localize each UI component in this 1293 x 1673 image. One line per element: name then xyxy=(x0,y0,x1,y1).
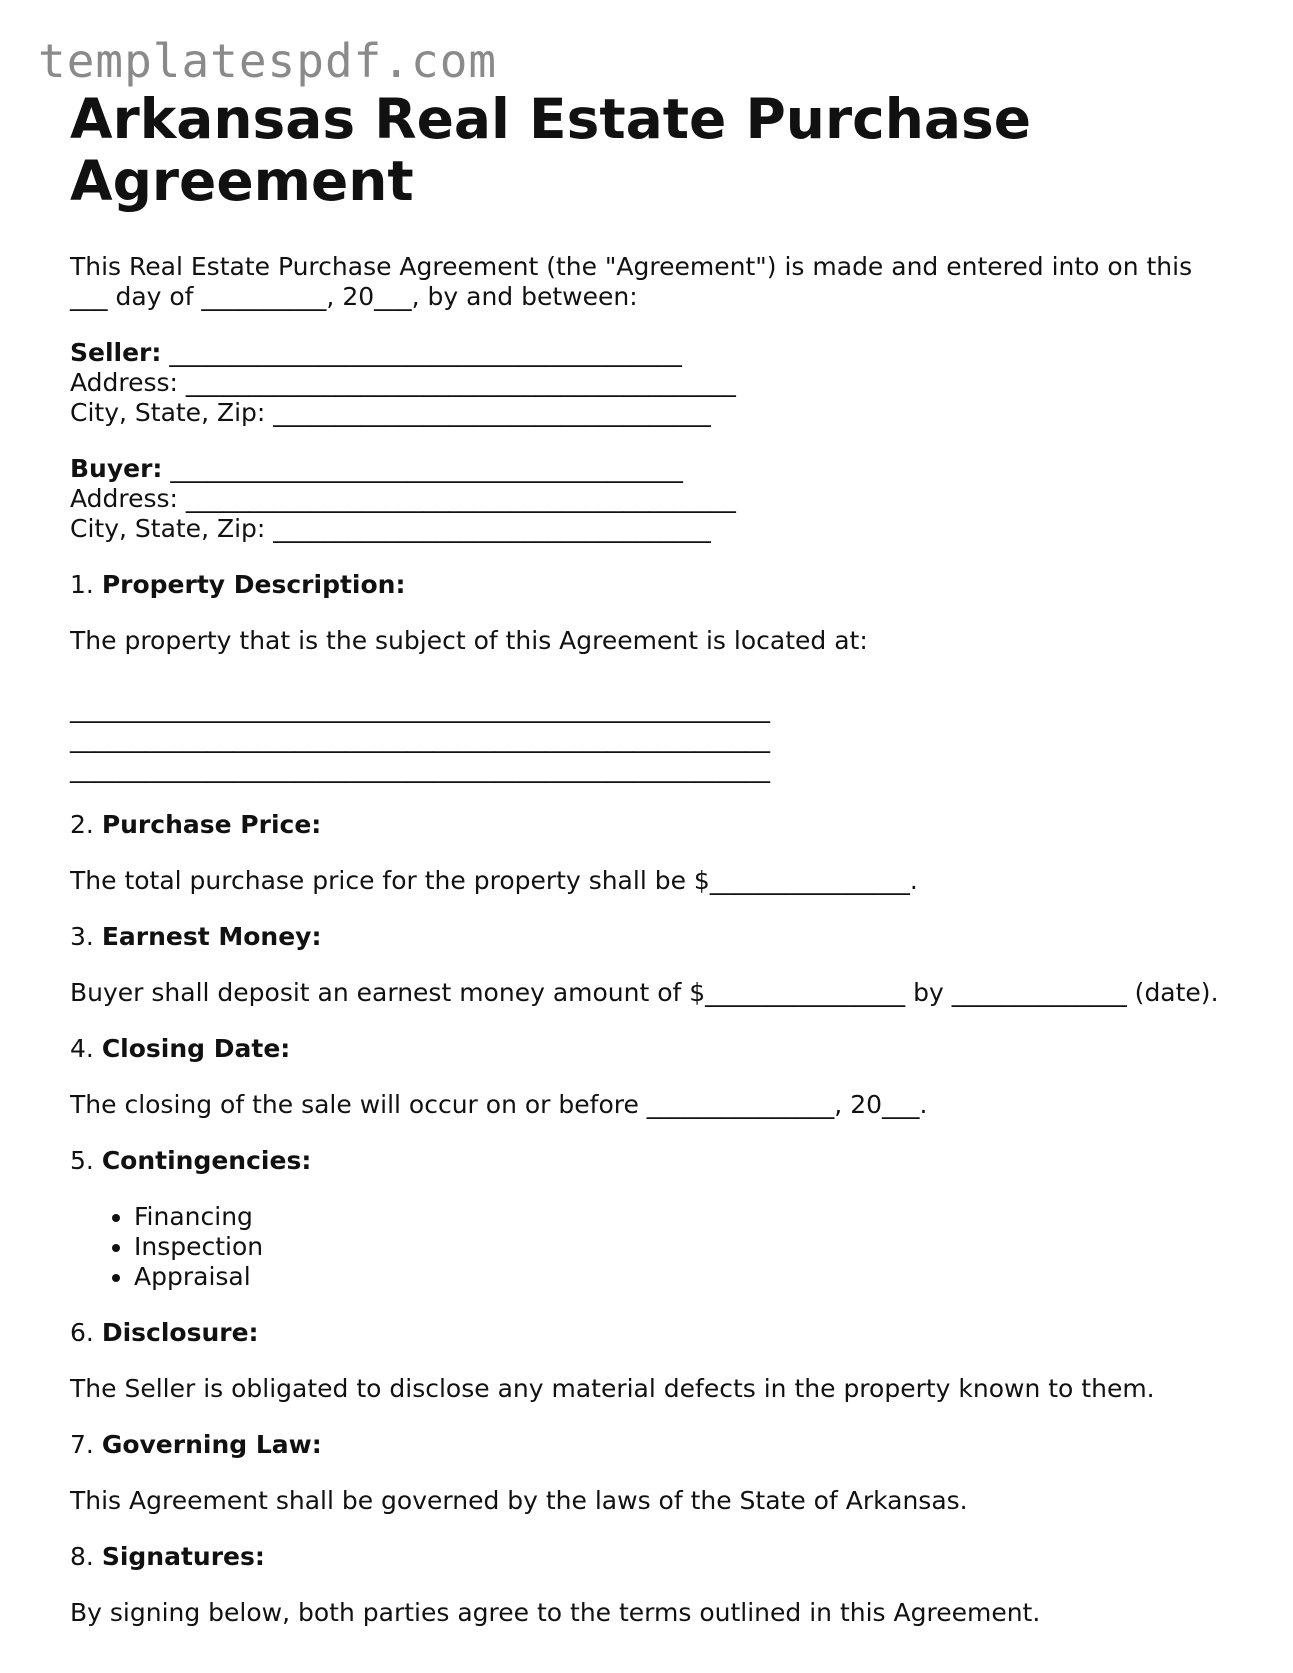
section-heading-governing-law xyxy=(70,1430,1230,1460)
list-item: • Inspection xyxy=(134,1232,1230,1262)
seller-label: Seller: xyxy=(70,338,162,367)
watermark: templatespdf.com xyxy=(38,34,498,88)
buyer-label: Buyer: xyxy=(70,454,163,483)
list-item: • Appraisal xyxy=(134,1262,1230,1292)
section-body-governing-law: This Agreement shall be governed by the laws of the State of Arkansas. xyxy=(70,1486,968,1515)
buyer-block xyxy=(70,454,1230,544)
section-body-disclosure: The Seller is obligated to disclose any material defects in the property known to them. xyxy=(70,1374,1155,1403)
buyer-address-line[interactable]: Address: ____________________________________________ xyxy=(70,484,736,513)
section-body-purchase-price: The total purchase price for the property shall be $________________. xyxy=(70,866,918,895)
section-heading-earnest-money xyxy=(70,922,1230,952)
section-number: 8. xyxy=(70,1542,94,1571)
property-address-lines xyxy=(70,694,1230,784)
section-number: 6. xyxy=(70,1318,94,1347)
section-title: Closing Date: xyxy=(101,1034,291,1063)
section-title: Governing Law: xyxy=(101,1430,322,1459)
property-line[interactable]: ________________________________________________________ xyxy=(70,724,770,753)
section-number: 3. xyxy=(70,922,94,951)
contingencies-list xyxy=(70,1202,1230,1292)
section-number: 7. xyxy=(70,1430,94,1459)
section-body-closing-date: The closing of the sale will occur on or before _______________, 20___. xyxy=(70,1090,928,1119)
section-title: Signatures: xyxy=(101,1542,265,1571)
section-number: 4. xyxy=(70,1034,94,1063)
seller-name-blank[interactable]: _________________________________________ xyxy=(161,338,682,367)
buyer-line xyxy=(70,454,1230,484)
section-number: 2. xyxy=(70,810,94,839)
section-title: Property Description: xyxy=(101,570,406,599)
intro-paragraph: This Real Estate Purchase Agreement (the "Agreement") is made and entered into on this ___ day of __________, 20___, by and between: xyxy=(70,252,1193,311)
section-body-earnest-money: Buyer shall deposit an earnest money amount of $________________ by ______________ (date). xyxy=(70,978,1219,1007)
section-title: Contingencies: xyxy=(101,1146,312,1175)
section-body-signatures: By signing below, both parties agree to the terms outlined in this Agreement. xyxy=(70,1598,1041,1627)
section-heading-signatures xyxy=(70,1542,1230,1572)
section-title: Purchase Price: xyxy=(101,810,322,839)
document-title: Arkansas Real Estate Purchase Agreement xyxy=(70,87,1031,213)
section-title: Earnest Money: xyxy=(101,922,322,951)
seller-city-line[interactable]: City, State, Zip: ___________________________________ xyxy=(70,398,711,427)
buyer-city-line[interactable]: City, State, Zip: ___________________________________ xyxy=(70,514,711,543)
section-heading-property-description xyxy=(70,570,1230,600)
section-heading-disclosure xyxy=(70,1318,1230,1348)
section-number: 1. xyxy=(70,570,94,599)
buyer-name-blank[interactable]: _________________________________________ xyxy=(162,454,683,483)
section-body-property-description: The property that is the subject of this Agreement is located at: xyxy=(70,626,868,655)
list-item: • Financing xyxy=(134,1202,1230,1232)
seller-block xyxy=(70,338,1230,428)
section-heading-contingencies xyxy=(70,1146,1230,1176)
property-line[interactable]: ________________________________________________________ xyxy=(70,754,770,783)
section-heading-closing-date xyxy=(70,1034,1230,1064)
section-number: 5. xyxy=(70,1146,94,1175)
property-line[interactable]: ________________________________________________________ xyxy=(70,694,770,723)
seller-address-line[interactable]: Address: ____________________________________________ xyxy=(70,368,736,397)
document-page xyxy=(70,88,1230,1628)
seller-line xyxy=(70,338,1230,368)
section-heading-purchase-price xyxy=(70,810,1230,840)
section-title: Disclosure: xyxy=(101,1318,259,1347)
